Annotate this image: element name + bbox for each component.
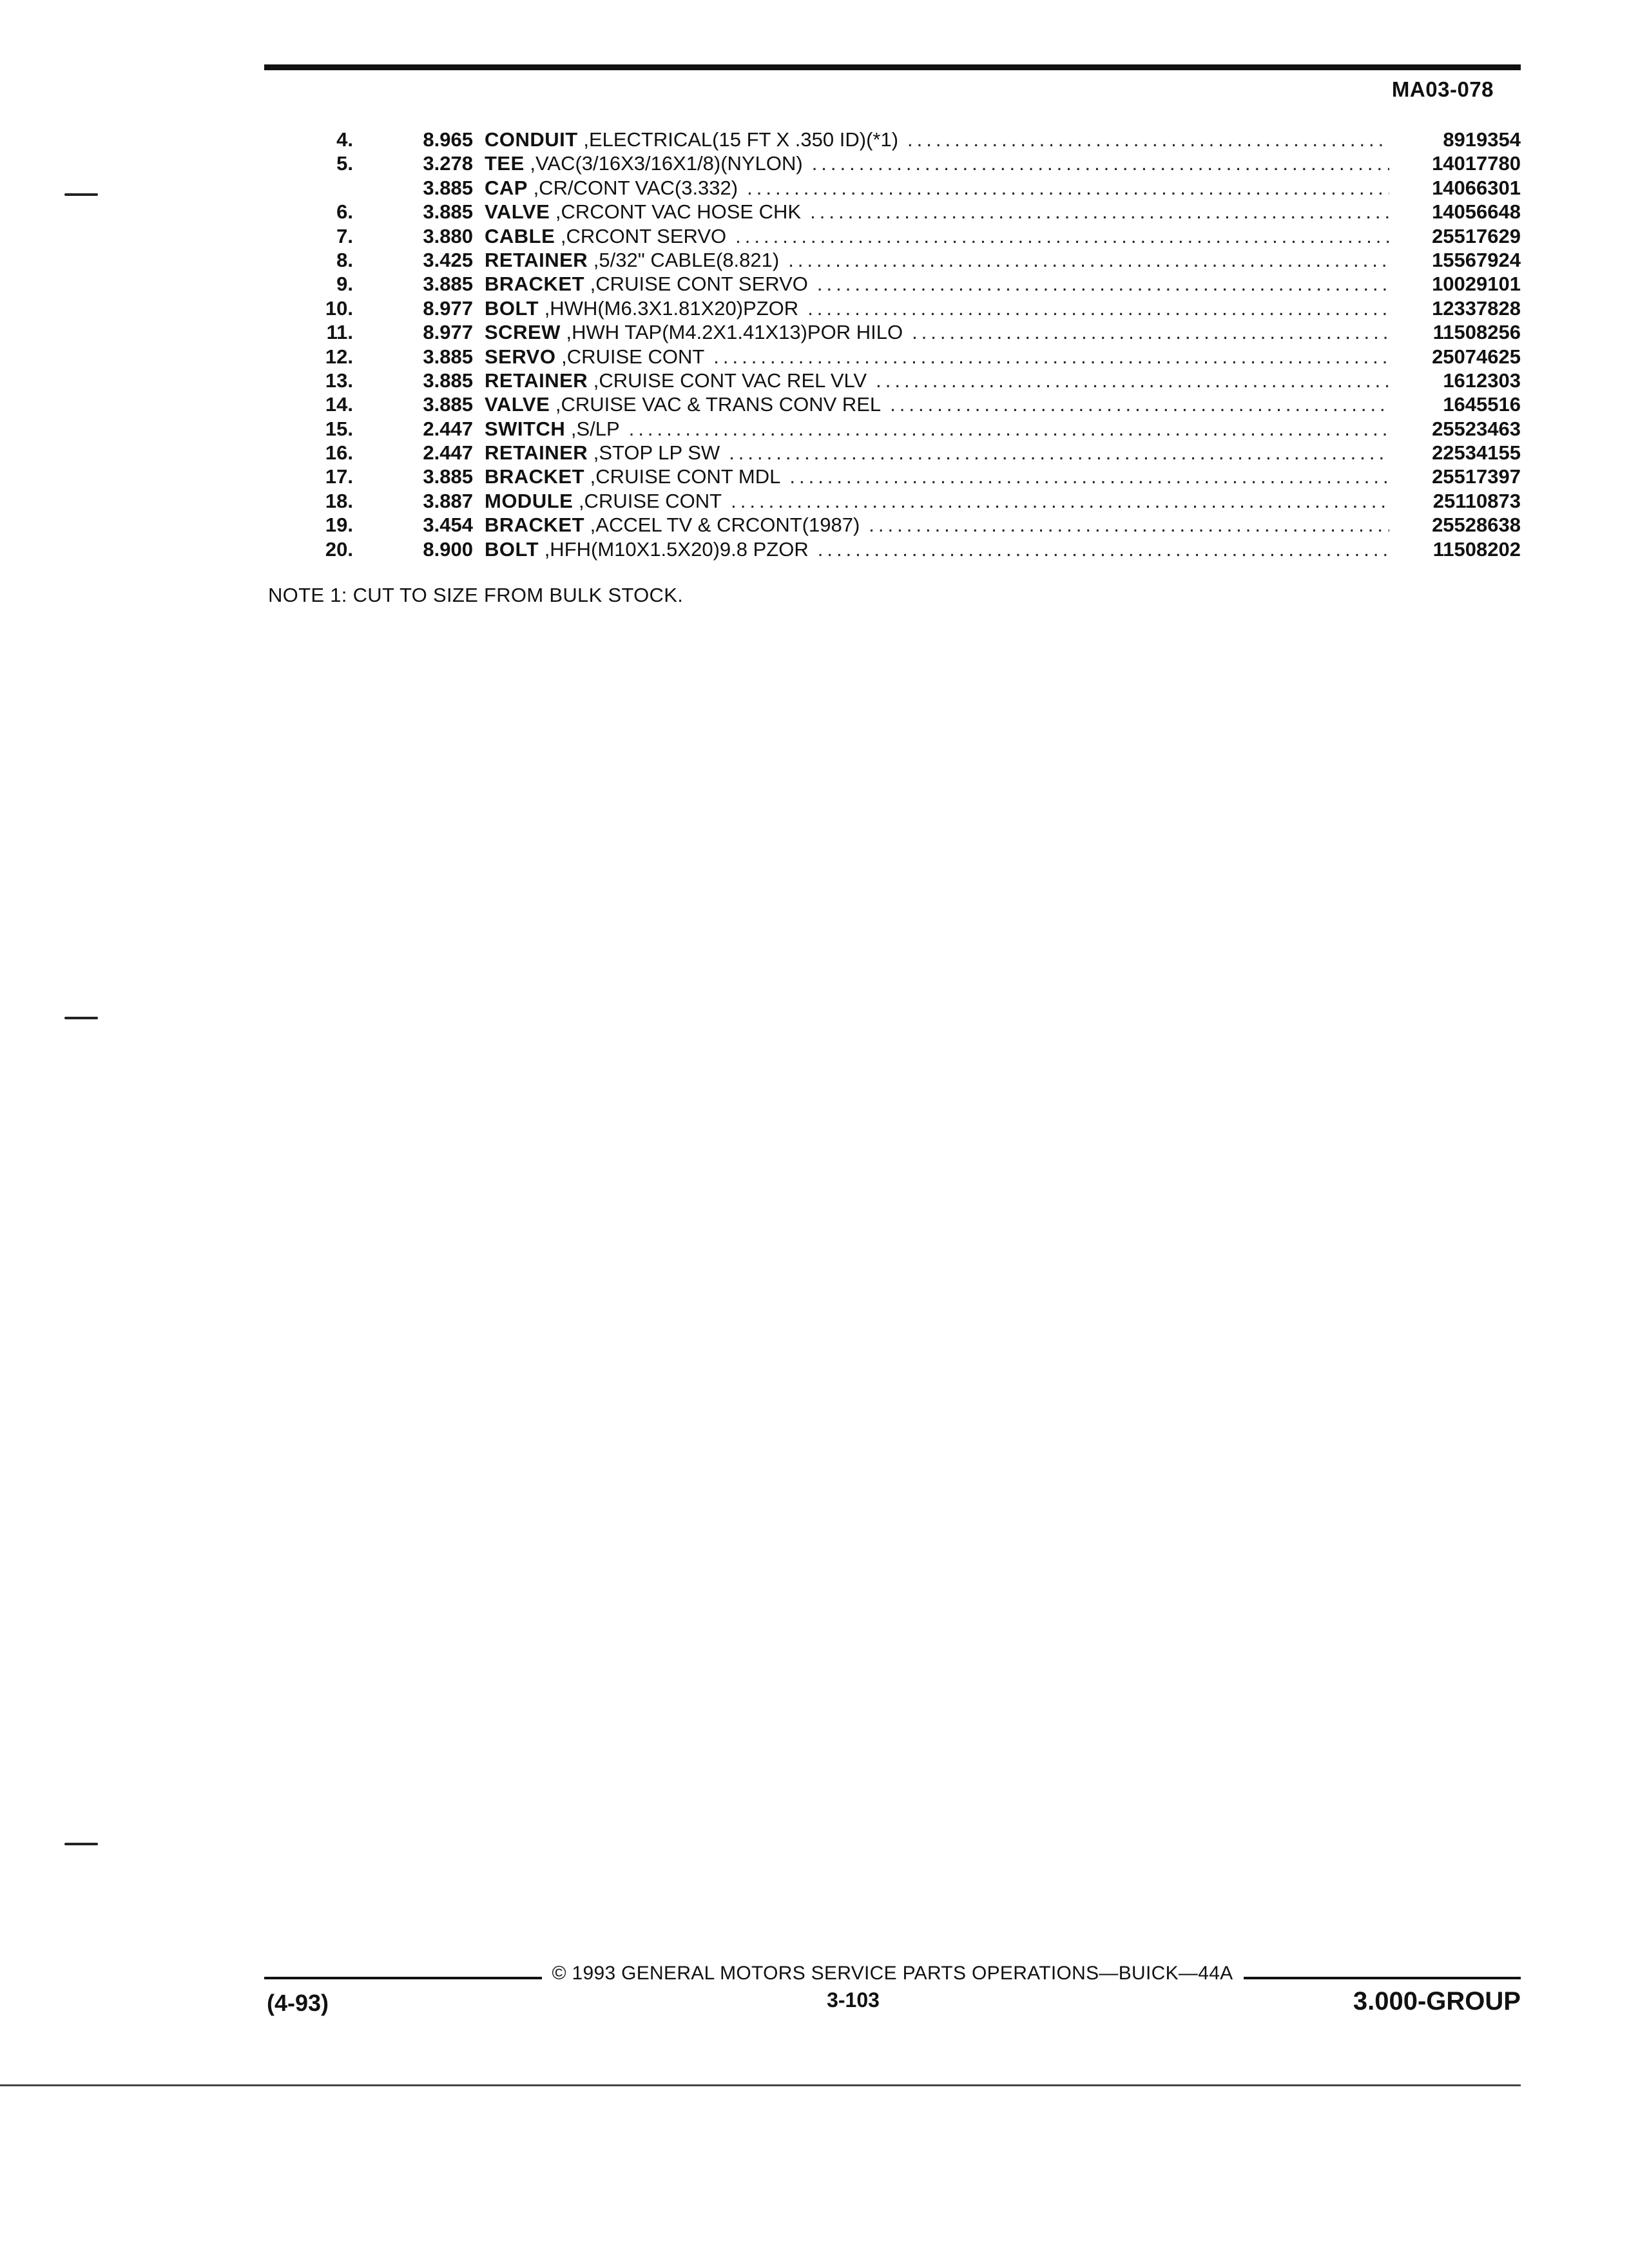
part-description (485, 128, 898, 151)
part-noun: TEE (485, 152, 525, 175)
part-number: 25517397 (1432, 465, 1521, 488)
part-row (284, 151, 1521, 175)
part-number: 1645516 (1443, 393, 1521, 416)
part-description (485, 248, 779, 272)
part-noun: CABLE (485, 224, 555, 247)
part-modifier: ,5/32" CABLE(8.821) (588, 248, 780, 271)
item-number: 4. (336, 128, 353, 151)
part-modifier: ,CRUISE CONT (555, 345, 705, 368)
group-number: 3.885 (423, 176, 473, 199)
part-number: 25517629 (1432, 224, 1521, 247)
item-number: 15. (325, 417, 353, 440)
part-row (284, 224, 1521, 248)
item-number: 16. (325, 441, 353, 465)
item-number: 20. (325, 537, 353, 561)
leader-dots (789, 465, 1389, 488)
part-noun: SWITCH (485, 417, 566, 440)
part-noun: BOLT (485, 296, 539, 320)
item-number: 19. (325, 514, 353, 537)
item-number: 12. (325, 345, 353, 368)
part-number: 25110873 (1432, 489, 1521, 512)
leader-dots (912, 320, 1389, 344)
leader-dots (731, 489, 1389, 513)
group-number: 3.885 (423, 345, 473, 368)
part-number: 14017780 (1432, 152, 1521, 175)
copyright-text: © 1993 GENERAL MOTORS SERVICE PARTS OPERATIONS—BUICK—44A (552, 1963, 1233, 1984)
part-noun: CAP (485, 176, 528, 199)
part-noun: SCREW (485, 321, 561, 344)
part-description (485, 151, 803, 175)
part-description (485, 320, 903, 344)
binder-hole-mark-top (64, 193, 98, 196)
footnote: NOTE 1: CUT TO SIZE FROM BULK STOCK. (268, 584, 684, 606)
part-number: 10029101 (1432, 273, 1521, 296)
item-number: 11. (326, 321, 353, 344)
part-number: 25074625 (1432, 345, 1521, 368)
group-number: 8.900 (423, 537, 473, 561)
part-row (284, 296, 1521, 320)
leader-dots (812, 151, 1389, 175)
group-number: 2.447 (423, 417, 473, 440)
part-number: 11508202 (1432, 537, 1521, 561)
part-number: 14056648 (1432, 200, 1521, 224)
part-description (485, 489, 722, 513)
leader-dots (713, 345, 1389, 369)
group-number: 3.885 (423, 273, 473, 296)
part-modifier: ,HWH(M6.3X1.81X20)PZOR (539, 296, 799, 320)
part-noun: RETAINER (485, 248, 588, 271)
group-number: 3.885 (423, 369, 473, 392)
part-description (485, 224, 726, 248)
page-number: 3-103 (827, 1988, 880, 2012)
header-rule (264, 64, 1521, 70)
part-modifier: ,CR/CONT VAC(3.332) (527, 176, 738, 199)
part-noun: CONDUIT (485, 128, 578, 151)
part-number: 15567924 (1432, 248, 1521, 271)
part-noun: SERVO (485, 345, 556, 368)
leader-dots (817, 272, 1389, 296)
leader-dots (735, 224, 1389, 248)
leader-dots (869, 513, 1389, 537)
part-row (284, 465, 1521, 488)
part-number: 8919354 (1443, 128, 1521, 151)
item-number: 7. (336, 224, 353, 247)
group-number: 3.885 (423, 393, 473, 416)
group-number: 3.880 (423, 224, 473, 247)
leader-dots (807, 296, 1389, 320)
part-description (485, 345, 704, 369)
group-number: 3.887 (423, 489, 473, 512)
part-description (485, 296, 798, 320)
leader-dots (876, 369, 1389, 392)
part-description (485, 465, 780, 488)
item-number: 18. (325, 489, 353, 512)
part-number: 25523463 (1432, 417, 1521, 440)
part-modifier: ,STOP LP SW (588, 441, 720, 465)
group-number: 8.965 (423, 128, 473, 151)
part-noun: RETAINER (485, 441, 588, 465)
leader-dots (890, 392, 1389, 416)
item-number: 13. (325, 369, 353, 392)
part-noun: VALVE (485, 200, 550, 224)
part-row (284, 320, 1521, 344)
part-row (284, 176, 1521, 200)
part-description (485, 176, 738, 200)
part-number: 14066301 (1432, 176, 1521, 199)
part-noun: BRACKET (485, 514, 585, 537)
footer-rule-left (264, 1977, 542, 1979)
leader-dots (907, 128, 1389, 151)
item-number: 5. (336, 152, 353, 175)
item-number: 8. (336, 248, 353, 271)
group-number: 3.885 (423, 200, 473, 224)
part-number: 25528638 (1432, 514, 1521, 537)
item-number: 10. (325, 296, 353, 320)
part-description (485, 200, 801, 224)
part-modifier: ,S/LP (565, 417, 620, 440)
part-description (485, 441, 720, 465)
group-number: 8.977 (423, 296, 473, 320)
part-description (485, 513, 860, 537)
group-number: 3.278 (423, 152, 473, 175)
part-modifier: ,ACCEL TV & CRCONT(1987) (584, 514, 860, 537)
part-noun: MODULE (485, 489, 574, 512)
item-number: 6. (336, 200, 353, 224)
leader-dots (810, 200, 1389, 224)
part-noun: BRACKET (485, 273, 585, 296)
part-modifier: ,VAC(3/16X3/16X1/8)(NYLON) (524, 152, 803, 175)
part-number: 11508256 (1432, 321, 1521, 344)
part-description (485, 369, 867, 392)
part-description (485, 392, 881, 416)
part-noun: BRACKET (485, 465, 585, 488)
footer-copyright-bar (264, 1959, 1521, 1984)
part-row (284, 537, 1521, 561)
binder-hole-mark-bottom (64, 1843, 98, 1845)
part-modifier: ,CRCONT VAC HOSE CHK (550, 200, 802, 224)
item-number: 17. (325, 465, 353, 488)
group-label: 3.000-GROUP (1353, 1987, 1521, 2015)
part-noun: VALVE (485, 393, 550, 416)
part-row (284, 272, 1521, 296)
part-row (284, 369, 1521, 392)
part-modifier: ,HWH TAP(M4.2X1.41X13)POR HILO (560, 321, 903, 344)
part-modifier: ,ELECTRICAL(15 FT X .350 ID)(*1) (577, 128, 899, 151)
part-modifier: ,CRCONT SERVO (555, 224, 727, 247)
part-modifier: ,CRUISE CONT SERVO (584, 273, 808, 296)
leader-dots (788, 248, 1389, 272)
part-modifier: ,CRUISE CONT VAC REL VLV (588, 369, 867, 392)
group-number: 8.977 (423, 321, 473, 344)
part-description (485, 272, 808, 296)
part-modifier: ,CRUISE VAC & TRANS CONV REL (550, 393, 882, 416)
part-row (284, 392, 1521, 416)
part-modifier: ,CRUISE CONT MDL (584, 465, 781, 488)
item-number: 14. (325, 393, 353, 416)
part-row (284, 513, 1521, 537)
part-description (485, 537, 809, 561)
group-number: 3.454 (423, 514, 473, 537)
part-noun: RETAINER (485, 369, 588, 392)
part-row (284, 200, 1521, 224)
part-modifier: ,HFH(M10X1.5X20)9.8 PZOR (539, 537, 809, 561)
part-row (284, 441, 1521, 465)
part-row (284, 248, 1521, 272)
part-row (284, 345, 1521, 369)
part-description (485, 417, 620, 441)
parts-list (284, 128, 1521, 561)
part-noun: BOLT (485, 537, 539, 561)
group-number: 2.447 (423, 441, 473, 465)
leader-dots (747, 176, 1389, 200)
leader-dots (729, 441, 1389, 465)
part-row (284, 489, 1521, 513)
binder-hole-mark-middle (64, 1017, 98, 1019)
part-row (284, 417, 1521, 441)
document-code: MA03-078 (1391, 77, 1494, 101)
part-number: 1612303 (1443, 369, 1521, 392)
item-number: 9. (336, 273, 353, 296)
part-number: 22534155 (1432, 441, 1521, 465)
group-number: 3.885 (423, 465, 473, 488)
page-bottom-rule (0, 2084, 1521, 2086)
leader-dots (818, 537, 1389, 561)
part-modifier: ,CRUISE CONT (573, 489, 722, 512)
footer-rule-right (1244, 1977, 1521, 1979)
leader-dots (629, 417, 1389, 441)
group-number: 3.425 (423, 248, 473, 271)
revision-date: (4-93) (267, 1990, 329, 2016)
part-row (284, 128, 1521, 151)
part-number: 12337828 (1432, 296, 1521, 320)
